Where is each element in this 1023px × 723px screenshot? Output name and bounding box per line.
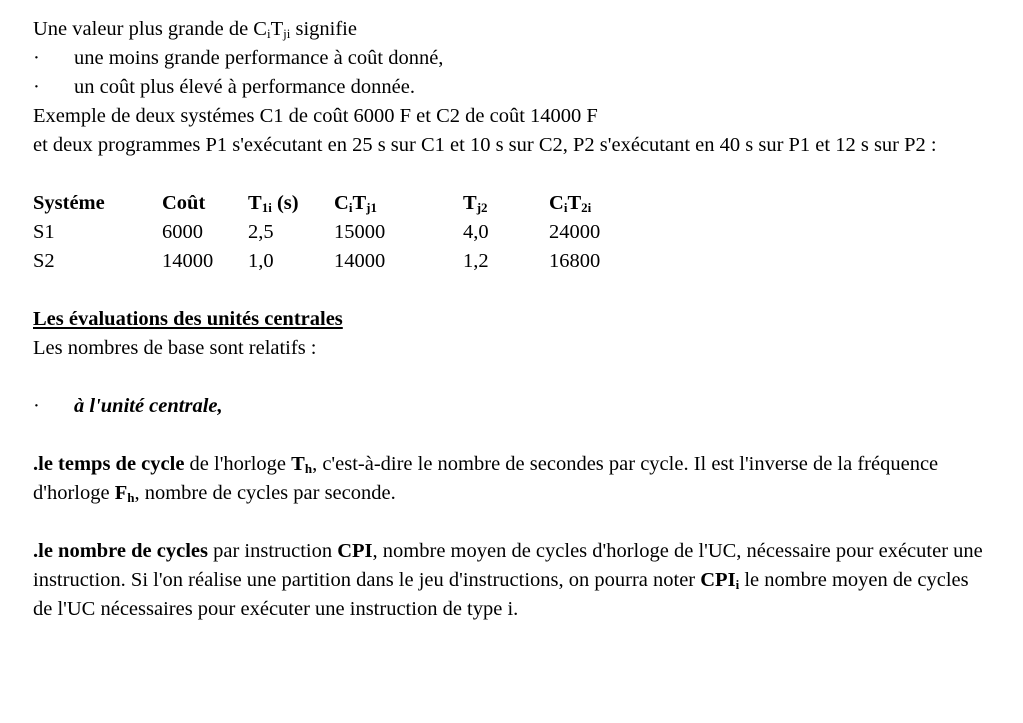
table-cell: S1 <box>33 221 55 243</box>
table-cell: 14000 <box>334 250 386 272</box>
col-header-tj2: $T_{j2}$ <box>463 192 488 215</box>
col-header-cit2i: $C_iT_{2i}$ <box>549 192 592 215</box>
bullet-dot: · <box>33 76 40 98</box>
table-header-row <box>33 189 993 218</box>
table-row <box>33 247 993 276</box>
cpi-paragraph: .le nombre de cycles par instruction CPI, nombre moyen de cycles d'horloge de l'UC, nécessaire pour exécuter une instruction. Si l'on réalise une partition dans le jeu d'instructions, on pourra noter $CPI_i$ le nombre moyen de cycles de l'UC nécessaires pour exécuter une instruction de type i. <box>33 540 983 620</box>
document-page <box>33 15 993 624</box>
example-paragraph: et deux programmes P1 s'exécutant en 25 s sur C1 et 10 s sur C2, P2 s'exécutant en 40 s sur P1 et 12 s sur P2 : <box>33 134 937 156</box>
intro-line: Une valeur plus grande de $C_iT_{ji}$ signifie <box>33 18 357 41</box>
bullet-item: · un coût plus élevé à performance donnée. <box>33 73 993 102</box>
table-cell: S2 <box>33 250 55 272</box>
table-cell: 1,2 <box>463 250 489 272</box>
bullet-item: · à l'unité centrale, <box>33 392 993 421</box>
cycle-paragraph: .le temps de cycle de l'horloge $T_h$, c'est-à-dire le nombre de secondes par cycle. Il est l'inverse de la fréquence d'horloge $F_h$, nombre de cycles par seconde. <box>33 453 939 505</box>
example-line: Exemple de deux systémes C1 de coût 6000 F et C2 de coût 14000 F <box>33 105 598 127</box>
bullet-dot: · <box>33 395 40 417</box>
col-header-cout: Coût <box>162 192 206 214</box>
table-cell: 14000 <box>162 250 214 272</box>
col-header-t1i: $T_{1i}$ (s) <box>248 192 299 215</box>
col-header-systeme: Systéme <box>33 192 105 214</box>
table-cell: 6000 <box>162 221 203 243</box>
table-cell: 24000 <box>549 221 601 243</box>
table-cell: 4,0 <box>463 221 489 243</box>
table-cell: 15000 <box>334 221 386 243</box>
section-subtitle: Les nombres de base sont relatifs : <box>33 337 317 359</box>
table-cell: 2,5 <box>248 221 274 243</box>
comparison-table <box>33 189 993 276</box>
table-row <box>33 218 993 247</box>
bullet-dot: · <box>33 47 40 69</box>
section-title: Les évaluations des unités centrales <box>33 308 343 330</box>
col-header-citj1: $C_iT_{j1}$ <box>334 192 377 215</box>
bullet-item: · une moins grande performance à coût donné, <box>33 44 993 73</box>
table-cell: 16800 <box>549 250 601 272</box>
table-cell: 1,0 <box>248 250 274 272</box>
